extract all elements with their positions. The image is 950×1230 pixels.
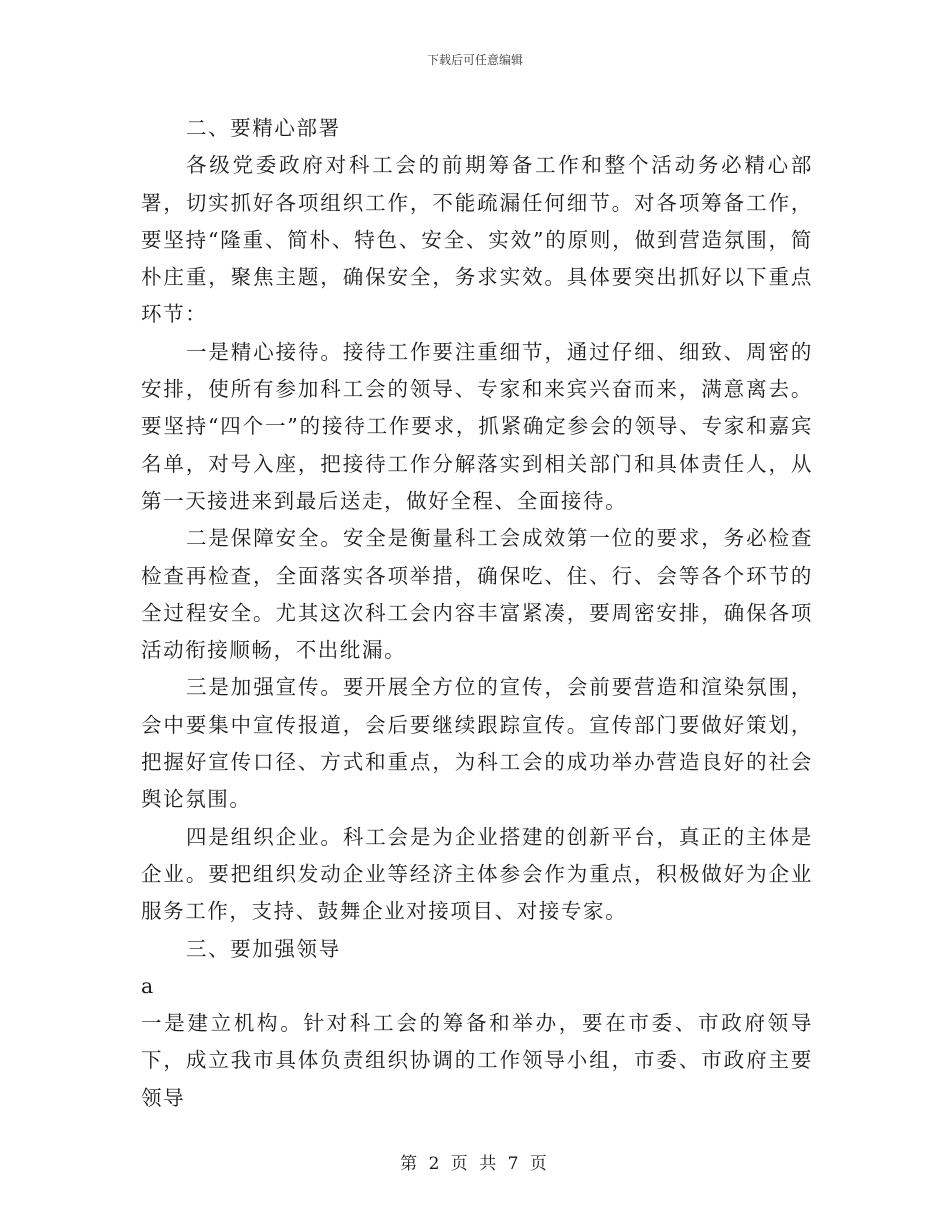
section-heading-3: 三、要加强领导 [186,936,341,961]
paragraph: 四是组织企业。科工会是为企业搭建的创新平台，真正的主体是企业。要把组织发动企业等经济主体参会作为重点，积极做好为企业服务工作，支持、鼓舞企业对接项目、对接专家。 [141,824,813,924]
page-header-note: 下载后可任意编辑 [426,53,523,67]
stray-character: a [141,973,155,998]
paragraph: 一是建立机构。针对科工会的筹备和举办，要在市委、市政府领导下，成立我市具体负责组织协调的工作领导小组，市委、市政府主要领导 [141,1011,813,1110]
document-body [141,110,813,1117]
page-number-footer: 第 2 页 共 7 页 [400,1154,550,1174]
paragraph: 二是保障安全。安全是衡量科工会成效第一位的要求，务必检查检查再检查，全面落实各项举措，确保吃、住、行、会等各个环节的全过程安全。尤其这次科工会内容丰富紧凑，要周密安排，确保各项活动衔接顺畅，不出纰漏。 [141,526,813,663]
paragraph: 三是加强宣传。要开展全方位的宣传，会前要营造和渲染氛围，会中要集中宣传报道，会后要继续跟踪宣传。宣传部门要做好策划，把握好宣传口径、方式和重点，为科工会的成功举办营造良好的社会舆论氛围。 [141,675,813,812]
paragraph: 一是精心接待。接待工作要注重细节，通过仔细、细致、周密的安排，使所有参加科工会的领导、专家和来宾兴奋而来，满意离去。要坚持“四个一”的接待工作要求，抓紧确定参会的领导、专家和嘉宾名单，对号入座，把接待工作分解落实到相关部门和具体责任人，从第一天接进来到最后送走，做好全程、全面接待。 [141,339,813,513]
section-heading-2: 二、要精心部署 [186,116,341,140]
paragraph: 各级党委政府对科工会的前期筹备工作和整个活动务必精心部署，切实抓好各项组织工作，不能疏漏任何细节。对各项筹备工作，要坚持“隆重、简朴、特色、安全、实效”的原则，做到营造氛围，简朴庄重，聚焦主题，确保安全，务求实效。具体要突出抓好以下重点环节： [141,153,813,327]
